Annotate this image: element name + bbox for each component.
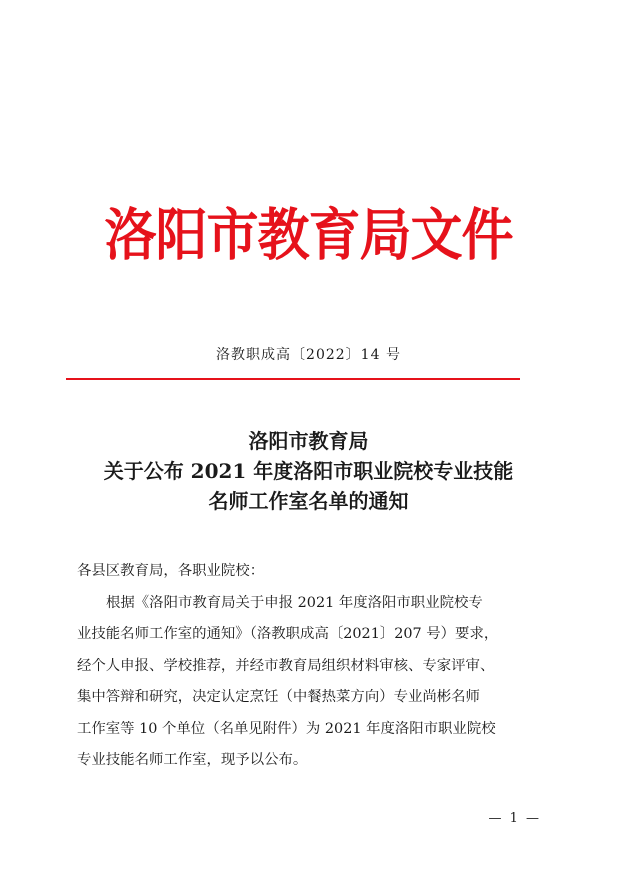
document-number: 洛教职成高〔2022〕14 号 xyxy=(216,347,401,363)
body-line-2: 业技能名师工作室的通知》（洛教职成高〔2021〕207 号）要求， xyxy=(77,626,499,642)
body-line-6: 专业技能名师工作室，现予以公布。 xyxy=(77,752,308,768)
body-line-5: 工作室等 10 个单位（名单见附件）为 2021 年度洛阳市职业院校 xyxy=(77,720,496,737)
red-separator-line xyxy=(66,378,520,380)
title-line-1: 洛阳市教育局 xyxy=(248,429,369,453)
notice-body xyxy=(77,556,547,777)
body-line-3: 经个人申报、学校推荐，并经市教育局组织材料审核、专家评审、 xyxy=(77,657,495,674)
salutation: 各县区教育局，各职业院校： xyxy=(77,563,265,579)
notice-title xyxy=(0,426,617,516)
title-line-3: 名师工作室名单的通知 xyxy=(208,489,409,513)
page-number: — 1 — xyxy=(488,811,541,826)
body-line-4: 集中答辩和研究，决定认定烹饪（中餐热菜方向）专业尚彬名师 xyxy=(77,689,480,705)
title-line-2: 关于公布 2021 年度洛阳市职业院校专业技能 xyxy=(103,459,514,483)
body-line-1: 根据《洛阳市教育局关于申报 2021 年度洛阳市职业院校专 xyxy=(106,594,483,611)
red-header-title: 洛阳市教育局文件 xyxy=(104,203,513,269)
